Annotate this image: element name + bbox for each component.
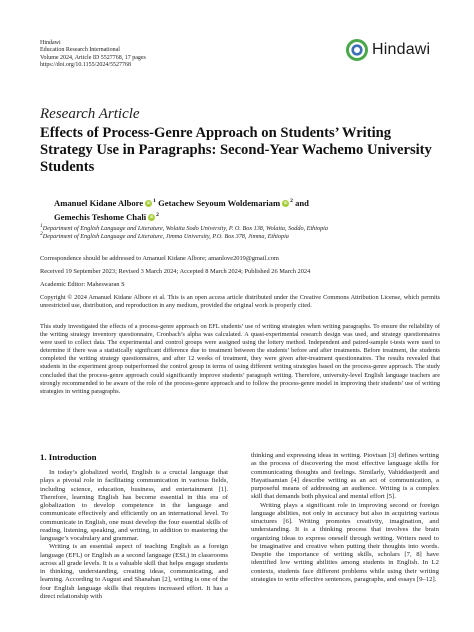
author-affiliation-number: 1 <box>153 198 156 205</box>
body-column-right <box>251 452 439 584</box>
body-column-left <box>40 469 228 601</box>
journal-doi[interactable]: https://doi.org/10.1155/2024/5527768 <box>40 62 132 69</box>
affiliation-item: $^1$Department of English Language and Literature, Wolaita Sodo University, P. O. Box 138, Wolaita, Soddo, Ethiopia <box>40 222 328 232</box>
publisher-logo-text: Hindawi <box>372 41 431 58</box>
section-heading: 1. Introduction <box>40 452 97 462</box>
author-affiliation-number: 2 <box>290 198 293 205</box>
author-name[interactable]: Getachew Seyoum Woldemariam <box>158 198 281 208</box>
publisher-logo[interactable] <box>346 38 436 62</box>
orcid-icon[interactable] <box>282 200 289 207</box>
author-affiliation-number: 2 <box>156 211 159 218</box>
article-type: Research Article <box>40 106 140 122</box>
correspondence: Correspondence should be addressed to Amanuel Kidane Albore; amanlove2019@gmail.com <box>40 255 279 262</box>
affiliations <box>40 222 440 241</box>
author-name[interactable]: Amanuel Kidane Albore <box>54 198 144 208</box>
author-name[interactable]: Gemechis Teshome Chali <box>54 211 147 222</box>
journal-volume: Volume 2024, Article ID 5527768, 17 pages <box>40 54 146 61</box>
body-paragraph: thinking and expressing ideas in writing. Piovisan [3] defines writing as the process of discovering the most effective language skills for communicating thoughts and feelings. Similarly, Vahiddastjerdi and Hayatisamian [4] describe writing as an act of communication, a purposeful means of addressing an audience. Writing is a complex skill that demands both physical and mental effort [5]. <box>251 452 439 501</box>
hindawi-logo-icon <box>346 39 368 61</box>
author-list <box>54 197 434 224</box>
abstract: This study investigated the effects of a process-genre approach on EFL students’ use of writing strategies when writing paragraphs. To ensure the reliability of the writing strategy inventory questionnaire, Cronbach’s alpha was calculated. A quasi-experimental research design was used, and strategy questionnaires were used to collect data. The experimental and control groups were assigned using the lottery method. Independent and paired-sample t-tests were used to determine if there was a statistically significant difference due to treatment between the students’ before and after treatments. Before treatment, the students completed the writing strategy questionnaires, and after 12 weeks of treatment, they were given after-treatment questionnaires. The results revealed that students in the experiment group outperformed the control group in terms of using different writing strategies based on the process-genre approach. The study concluded that the process-genre approach could significantly improve students’ paragraph writing. Therefore, university-level English language teachers are strongly recommended to be aware of the role of the process-genre approach and to follow the process-genre model in improving their students’ use of writing strategies in writing paragraphs. <box>40 323 440 395</box>
copyright-notice: Copyright © 2024 Amanuel Kidane Albore et al. This is an open access article distributed under the Creative Commons Attribution License, which permits unrestricted use, distribution, and reproduction in any medium, provided the original work is properly cited. <box>40 294 440 309</box>
affiliation-item: $^2$Department of English Language and Literature, Jimma University, P.O. Box 378, Jimma, Ethiopia <box>40 230 289 240</box>
journal-meta <box>40 40 146 70</box>
body-paragraph: Writing plays a significant role in improving second or foreign language abilities, not only in accuracy but also in acquiring various structures [6]. Writing promotes creativity, imagination, and understanding. It is a thinking process that involves the brain organizing ideas to express oneself through writing. Writers need to be imaginative and creative when putting their thoughts into words. Despite the importance of writing skills, scholars [7, 8] have identified low writing abilities among students in English. In L2 contexts, students face different problems while using their writing strategies to write effective sentences, paragraphs, and essays [9–12]. <box>251 501 439 583</box>
orcid-icon[interactable] <box>145 200 152 207</box>
body-paragraph: In today’s globalized world, English is a crucial language that plays a pivotal role in facilitating communication in various fields, including science, education, business, and entertainment [1]. Therefore, learning English has become essential in this era of globalization to develop competence in the language and communicate effectively and efficiently on an international level. To communicate in English, one must develop the four essential skills of reading, listening, speaking, and writing, in addition to mastering the language’s vocabulary and grammar. <box>40 469 228 542</box>
author-conjunction: and <box>295 198 309 208</box>
article-title: Effects of Process-Genre Approach on Students’ Writing Strategy Use in Paragraphs: Second-Year Wachemo University Students <box>40 125 432 175</box>
body-paragraph: Writing is an essential aspect of teaching English as a foreign language (EFL) or English as a second language (ESL) in classrooms across all grade levels. It is a valuable skill that helps engage students in thinking, understanding, creating ideas, communicating, and learning. According to August and Shanahan [2], writing is one of the four English language skills that requires increased effort. It has a direct relationship with <box>40 543 228 600</box>
journal-publisher: Hindawi <box>40 40 61 46</box>
orcid-icon[interactable] <box>148 214 155 221</box>
journal-title: Education Research International <box>40 47 120 54</box>
academic-editor: Academic Editor: Maheswaran S <box>40 281 125 288</box>
publication-dates: Received 19 September 2023; Revised 3 March 2024; Accepted 8 March 2024; Published 26 March 2024 <box>40 268 311 275</box>
